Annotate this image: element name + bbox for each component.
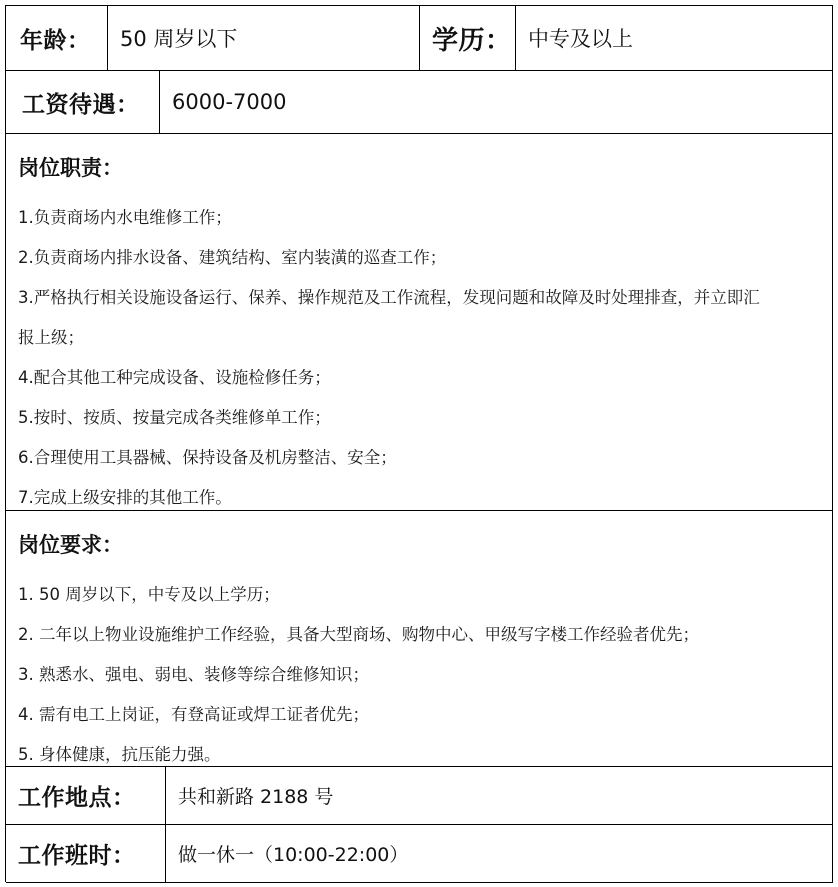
age-label: 年龄：	[20, 27, 91, 54]
age-education-row	[6, 6, 833, 71]
age-value: 50 周岁以下	[120, 27, 238, 51]
education-label-cell	[420, 6, 516, 70]
requirement-item: 2. 二年以上物业设施维护工作经验，具备大型商场、购物中心、甲级写字楼工作经验者优先；	[18, 625, 699, 644]
duties-section	[6, 134, 833, 511]
salary-value-cell	[160, 71, 833, 133]
requirement-item: 3. 熟悉水、强电、弱电、装修等综合维修知识；	[18, 665, 369, 684]
shift-value-cell	[166, 825, 833, 882]
education-value: 中专及以上	[528, 27, 633, 51]
job-posting-table	[5, 5, 833, 882]
requirement-item: 4. 需有电工上岗证，有登高证或焊工证者优先；	[18, 705, 369, 724]
duty-item: 4.配合其他工种完成设备、设施检修任务；	[18, 368, 331, 387]
education-value-cell	[516, 6, 833, 70]
duty-item: 5.按时、按质、按量完成各类维修单工作；	[18, 408, 331, 427]
salary-label-cell	[6, 71, 160, 133]
requirement-item: 1. 50 周岁以下，中专及以上学历；	[18, 585, 280, 604]
salary-label: 工资待遇：	[22, 91, 140, 118]
age-label-cell	[6, 6, 108, 70]
duties-title: 岗位职责：	[18, 156, 123, 180]
requirements-section	[6, 511, 833, 767]
duty-item: 2.负责商场内排水设备、建筑结构、室内装潢的巡查工作；	[18, 248, 447, 267]
duty-item: 3.严格执行相关设施设备运行、保养、操作规范及工作流程，发现问题和故障及时处理排查，并立即汇	[18, 288, 760, 307]
salary-row	[6, 71, 833, 134]
requirement-item: 5. 身体健康，抗压能力强。	[18, 745, 221, 764]
duty-item: 1.负责商场内水电维修工作；	[18, 208, 232, 227]
requirements-title: 岗位要求：	[18, 533, 123, 557]
location-value: 共和新路 2188 号	[178, 786, 334, 808]
location-label-cell	[6, 767, 166, 824]
location-value-cell	[166, 767, 833, 824]
shift-label-cell	[6, 825, 166, 882]
shift-row	[6, 825, 833, 883]
education-label: 学历：	[432, 25, 512, 56]
shift-label: 工作班时：	[18, 843, 136, 869]
duty-item: 6.合理使用工具器械、保持设备及机房整洁、安全；	[18, 448, 397, 467]
duty-item: 报上级；	[18, 328, 84, 347]
location-label: 工作地点：	[18, 785, 136, 811]
shift-value: 做一休一（10:00-22:00）	[178, 844, 409, 866]
location-row	[6, 767, 833, 825]
salary-value: 6000-7000	[172, 90, 287, 114]
duty-item: 7.完成上级安排的其他工作。	[18, 488, 232, 507]
age-value-cell	[108, 6, 420, 70]
